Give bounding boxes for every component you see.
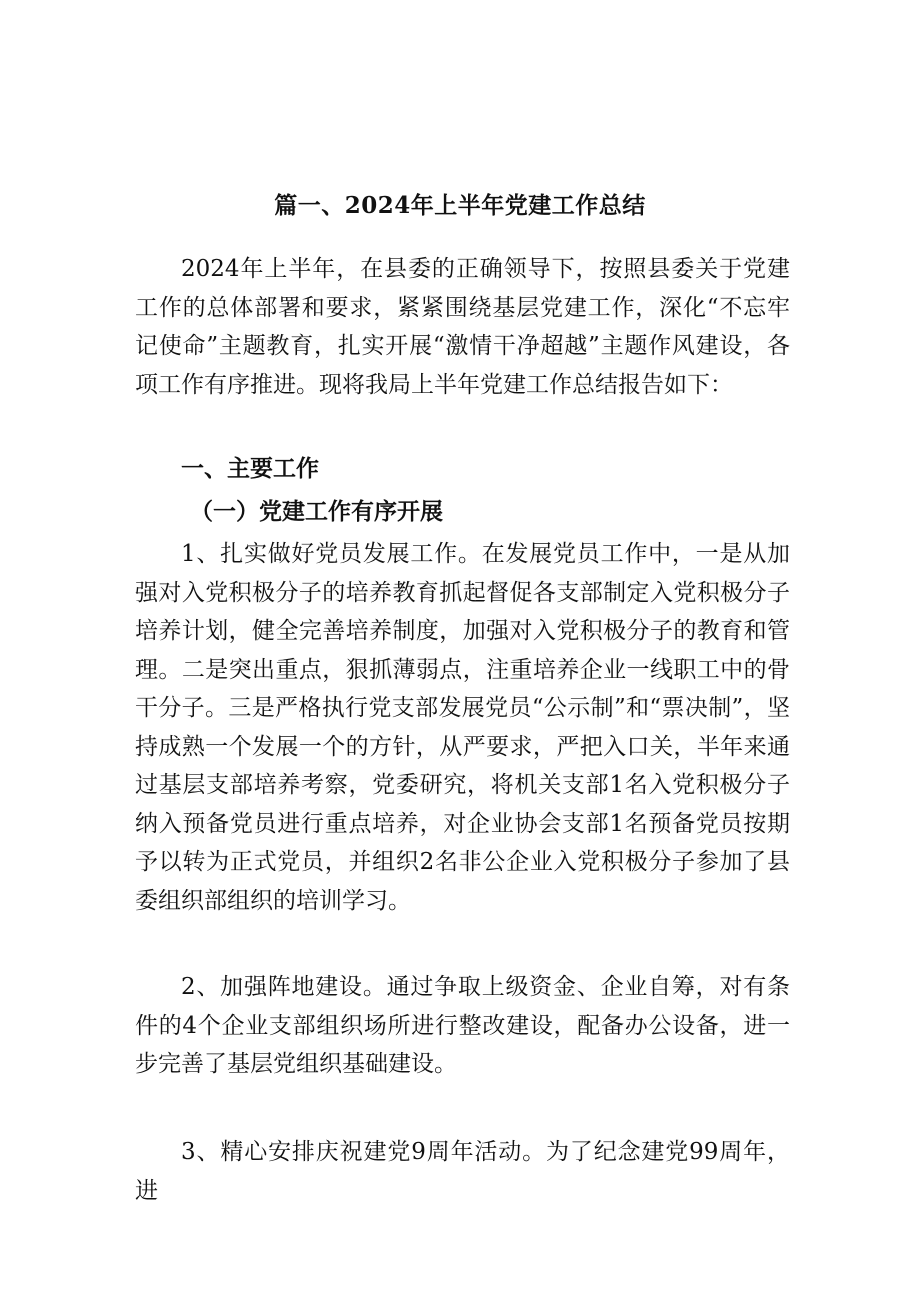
paragraph-item-3: 3、精心安排庆祝建党9周年活动。为了纪念建党99周年，进 [135,1139,790,1204]
section-heading-main-work: 一、主要工作 [181,455,319,482]
document-title: 篇一、2024年上半年党建工作总结 [274,192,646,220]
paragraph-item-2: 2、加强阵地建设。通过争取上级资金、企业自筹，对有条件的4个企业支部组织场所进行整改建设，配备办公设备，进一步完善了基层党组织基础建设。 [135,974,790,1077]
intro-paragraph: 2024年上半年，在县委的正确领导下，按照县委关于党建工作的总体部署和要求，紧紧围绕基层党建工作，深化“不忘牢记使命”主题教育，扎实开展“激情干净超越”主题作风建设，各项工作有序推进。现将我局上半年党建工作总结报告如下： [135,256,790,398]
paragraph-item-1: 1、扎实做好党员发展工作。在发展党员工作中，一是从加强对入党积极分子的培养教育抓起督促各支部制定入党积极分子培养计划，健全完善培养制度，加强对入党积极分子的教育和管理。二是突出重点，狠抓薄弱点，注重培养企业一线职工中的骨干分子。三是严格执行党支部发展党员“公示制”和“票决制”，坚持成熟一个发展一个的方针，从严要求，严把入口关，半年来通过基层支部培养考察，党委研究，将机关支部1名入党积极分子纳入预备党员进行重点培养，对企业协会支部1名预备党员按期予以转为正式党员，并组织2名非公企业入党积极分子参加了县委组织部组织的培训学习。 [135,541,790,914]
subsection-heading-party-work: （一）党建工作有序开展 [190,498,443,525]
